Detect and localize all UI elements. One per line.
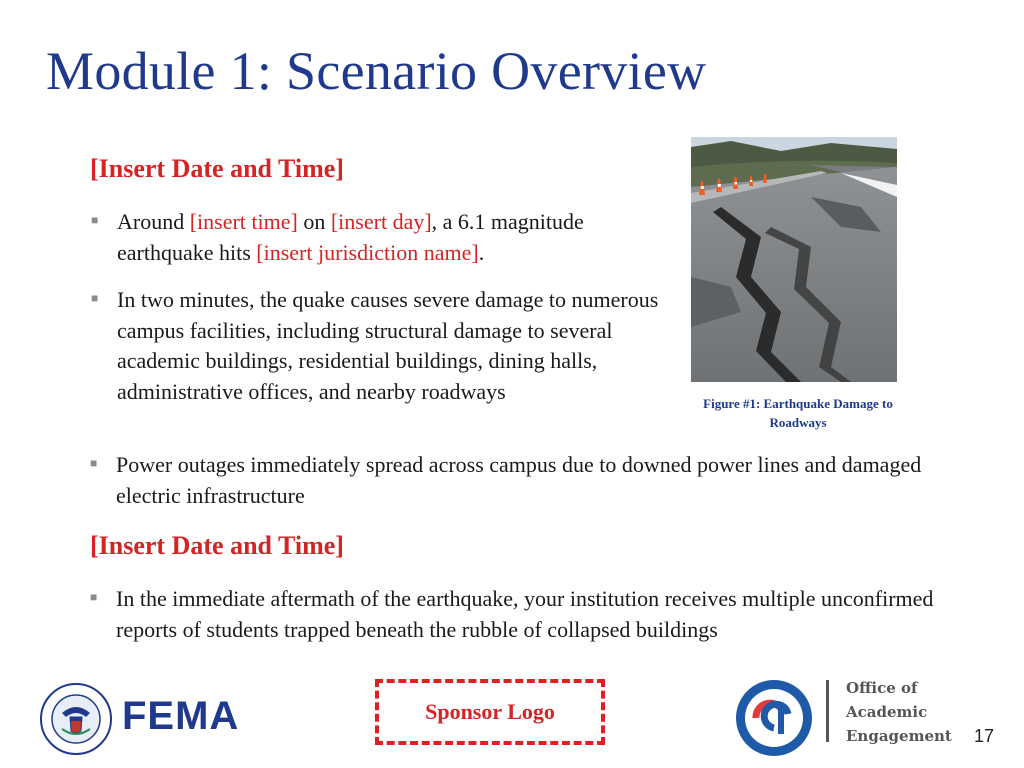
office-of-academic-engagement: [846, 676, 952, 748]
bullet-text: Around: [117, 209, 190, 234]
bullet-text: on: [297, 209, 331, 234]
sponsor-logo-placeholder: [375, 679, 605, 745]
bullet-square-icon: [91, 215, 101, 225]
office-line-3: Engagement: [846, 727, 952, 745]
office-line-1: Office of: [846, 679, 918, 697]
campus-resilience-logo: [734, 678, 814, 758]
placeholder-time: [insert time]: [189, 209, 298, 234]
office-line-2: Academic: [846, 703, 928, 721]
bullet-text: In two minutes, the quake causes severe damage to numerous campus facilities, including structural damage to several academic buildings, residential buildings, dining halls, administrative offices, and nearby roadways: [117, 287, 659, 404]
figure-caption: Figure #1: Earthquake Damage to Roadways: [703, 396, 893, 430]
bullet-aftermath: [116, 584, 976, 645]
section-heading-2: [Insert Date and Time]: [90, 531, 344, 560]
bullet-text: Power outages immediately spread across campus due to downed power lines and damaged electric infrastructure: [116, 452, 922, 508]
bullet-square-icon: [91, 293, 101, 303]
section-heading-1: [Insert Date and Time]: [90, 154, 344, 183]
page-number: 17: [974, 726, 995, 746]
bullet-text: , a 6.1 magnitude earthquake hits: [117, 209, 584, 265]
dhs-seal-logo: [40, 683, 112, 755]
slide-title: Module 1: Scenario Overview: [46, 41, 707, 101]
placeholder-jurisdiction: [insert jurisdiction name]: [256, 239, 479, 265]
bullet-square-icon: [90, 592, 100, 602]
bullet-severe-damage: [117, 285, 665, 407]
road-damage-image: [691, 137, 897, 382]
bullet-text: .: [478, 239, 485, 265]
sponsor-logo-label: Sponsor Logo: [425, 699, 555, 724]
logo-divider: [826, 680, 829, 742]
fema-wordmark: FEMA: [122, 694, 240, 738]
bullet-earthquake-hits: [117, 207, 677, 268]
bullet-square-icon: [90, 458, 100, 468]
bullet-power-outages: [116, 450, 936, 511]
earthquake-road-photo: [691, 137, 897, 382]
bullet-text: In the immediate aftermath of the earthquake, your institution receives multiple unconfirmed reports of students trapped beneath the rubble of collapsed buildings: [116, 586, 934, 642]
placeholder-day: [insert day]: [330, 209, 432, 234]
